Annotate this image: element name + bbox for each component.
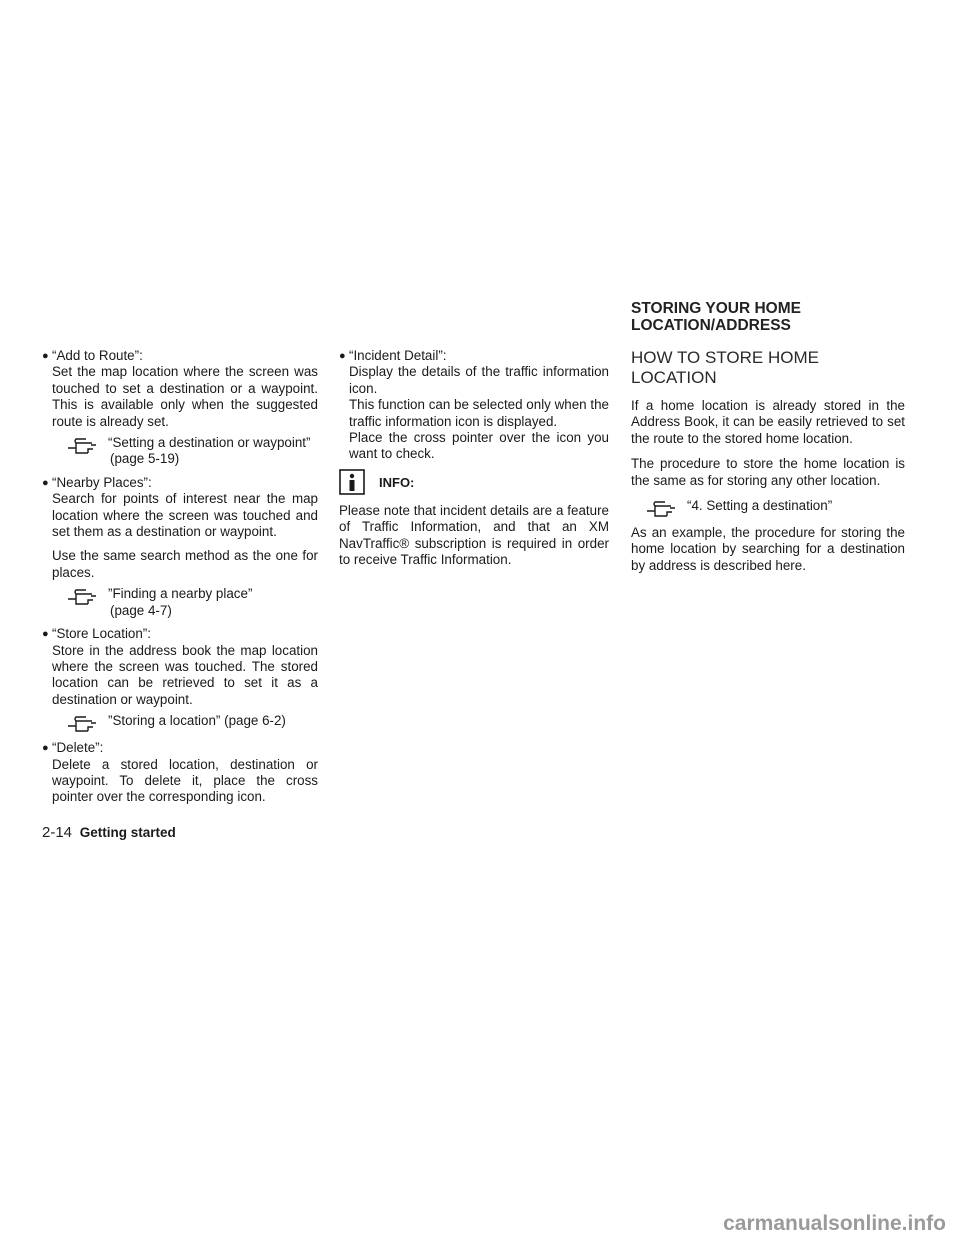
left-column xyxy=(42,348,318,812)
reference xyxy=(52,586,318,619)
item-text: This function can be selected only when the traffic information icon is displayed. xyxy=(349,397,609,429)
middle-column xyxy=(339,348,609,576)
reference-text: “4. Setting a destination” xyxy=(687,498,833,514)
item-text: Set the map location where the screen was touched to set a destination or a waypoint. This is available only when the suggested route is already set. xyxy=(52,364,318,429)
list-item-nearby-places xyxy=(42,475,318,619)
reference xyxy=(631,498,905,518)
paragraph: If a home location is already stored in the Address Book, it can be easily retrieved to set the route to the stored home location. xyxy=(631,398,905,446)
item-text: Delete a stored location, destination or waypoint. To delete it, place the cross pointer over the corresponding icon. xyxy=(52,756,318,805)
watermark: carmanualsonline.info xyxy=(723,1212,946,1235)
item-title: “Incident Detail”: xyxy=(349,348,447,363)
reference-text: ”Finding a nearby place” xyxy=(108,586,253,602)
reference-text: ”Storing a location” (page 6-2) xyxy=(108,713,286,729)
subsection-title: HOW TO STORE HOME LOCATION xyxy=(631,348,819,387)
reference xyxy=(52,435,318,468)
item-text: Store in the address book the map location where the screen was touched. The stored location can be retrieved to set it as a destination or waypoint. xyxy=(52,642,318,707)
item-title: “Delete”: xyxy=(52,740,104,756)
item-title: “Add to Route”: xyxy=(52,348,143,363)
item-text: Search for points of interest near the map location where the screen was touched and set them as a destination or waypoint. xyxy=(52,491,318,540)
chapter-title: Getting started xyxy=(79,825,176,840)
right-column xyxy=(631,300,905,583)
reference xyxy=(52,713,318,733)
info-label: INFO: xyxy=(379,474,415,490)
list-item-delete xyxy=(42,740,318,806)
pointing-hand-icon xyxy=(645,500,681,518)
reference-page: (page 4-7) xyxy=(110,602,172,618)
section-title: LOCATION/ADDRESS xyxy=(631,317,791,334)
item-text: Use the same search method as the one for places. xyxy=(52,548,318,580)
item-title: “Store Location”: xyxy=(52,626,151,642)
item-text: Display the details of the traffic information icon. xyxy=(349,364,609,396)
pointing-hand-icon xyxy=(66,715,102,733)
pointing-hand-icon xyxy=(66,588,102,606)
section-title: STORING YOUR HOME xyxy=(631,300,801,317)
paragraph: The procedure to store the home location is the same as for storing any other location. xyxy=(631,456,905,488)
pointing-hand-icon xyxy=(66,437,102,455)
bullet-dot-icon: ● xyxy=(339,350,346,362)
info-icon xyxy=(339,469,365,495)
list-item-store-location xyxy=(42,626,318,733)
item-title: “Nearby Places”: xyxy=(52,474,152,490)
reference-page: (page 5-19) xyxy=(110,451,180,467)
page-number: 2-14 xyxy=(42,824,73,841)
page-footer xyxy=(42,825,176,841)
bullet-dot-icon: ● xyxy=(42,742,49,755)
info-text: Please note that incident details are a feature of Traffic Information, and that an XM NavTraffic® subscription is required in order to receive Traffic Information. xyxy=(339,502,609,568)
reference-text: “Setting a destination or waypoint” xyxy=(108,435,311,451)
bullet-dot-icon: ● xyxy=(42,628,49,641)
item-text: Place the cross pointer over the icon you want to check. xyxy=(349,430,609,462)
bullet-dot-icon: ● xyxy=(42,476,49,489)
paragraph: As an example, the procedure for storing the home location by searching for a destination by address is described here. xyxy=(631,525,905,573)
info-block xyxy=(339,469,609,495)
bullet-dot-icon: ● xyxy=(42,350,49,362)
list-item-incident-detail xyxy=(339,348,609,463)
list-item-add-to-route xyxy=(42,348,318,468)
